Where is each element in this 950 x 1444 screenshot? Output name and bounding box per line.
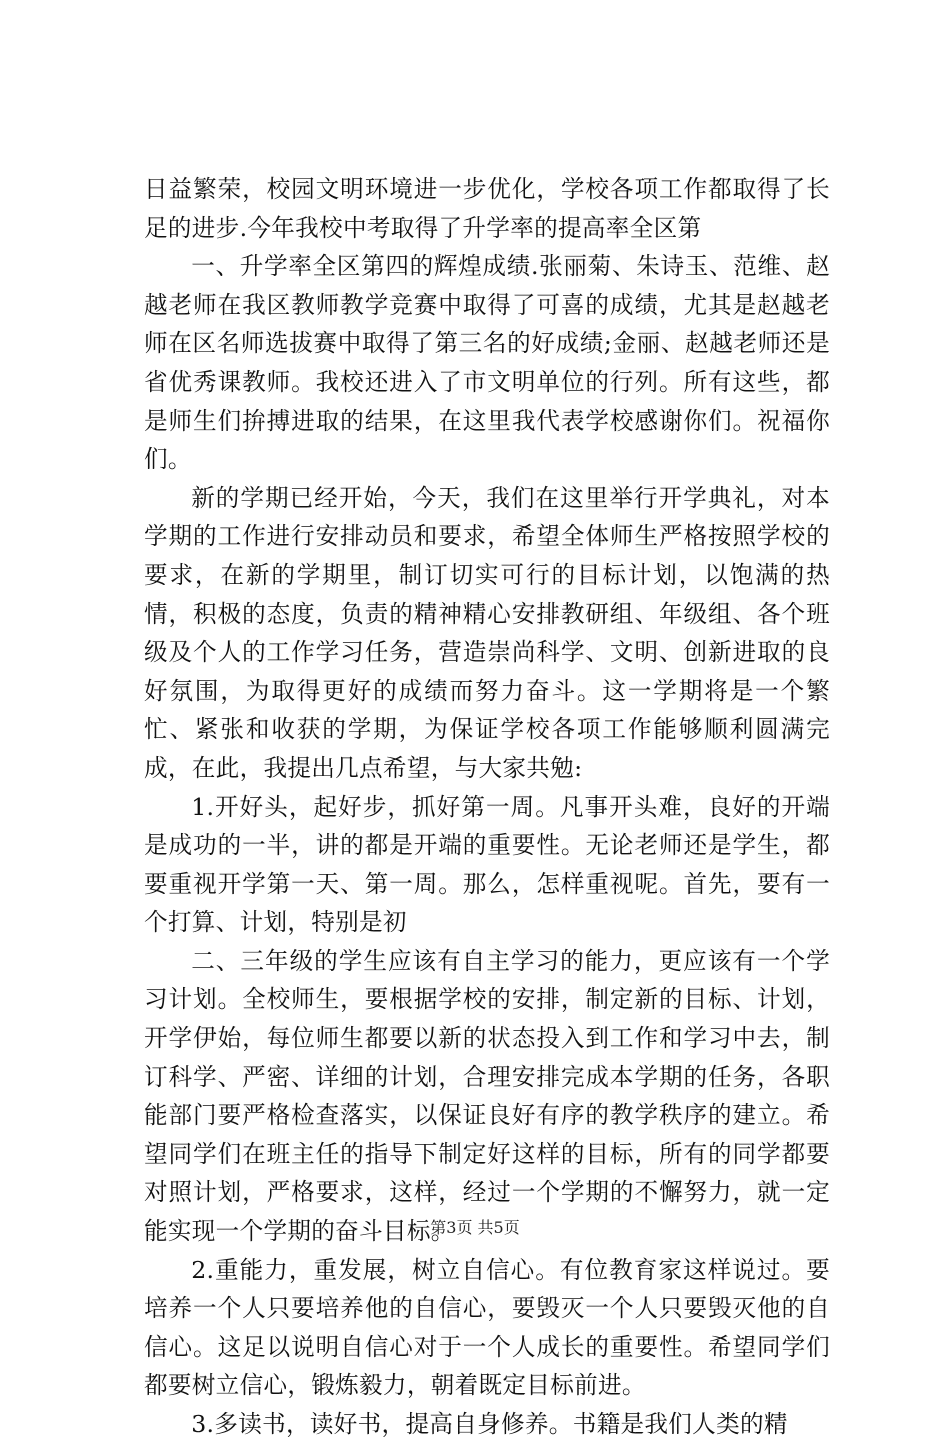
paragraph-6: 2.重能力，重发展，树立自信心。有位教育家这样说过。要培养一个人只要培养他的自信心，要毁灭一个人只要毁灭他的自信心。这足以说明自信心对于一个人成长的重要性。希望同学们都要树立信心，锻炼毅力，朝着既定目标前进。 bbox=[144, 1255, 830, 1400]
page-number-footer: 第3页 共5页 bbox=[430, 1218, 520, 1237]
paragraph-3: 新的学期已经开始，今天，我们在这里举行开学典礼，对本学期的工作进行安排动员和要求，希望全体师生严格按照学校的要求，在新的学期里，制订切实可行的目标计划，以饱满的热情，积极的态度，负责的精神精心安排教研组、年级组、各个班级及个人的工作学习任务，营造崇尚科学、文明、创新进取的良好氛围，为取得更好的成绩而努力奋斗。这一学期将是一个繁忙、紧张和收获的学期，为保证学校各项工作能够顺利圆满完成，在此，我提出几点希望，与大家共勉: bbox=[144, 483, 830, 782]
document-body bbox=[144, 170, 830, 1444]
paragraph-7: 3.多读书，读好书，提高自身修养。书籍是我们人类的精 bbox=[191, 1410, 788, 1438]
paragraph-4: 1.开好头，起好步，抓好第一周。凡事开头难，良好的开端是成功的一半，讲的都是开端的重要性。无论老师还是学生，都要重视开学第一天、第一周。那么，怎样重视呢。首先，要有一个打算、计划，特别是初 bbox=[144, 792, 830, 937]
paragraph-2: 一、升学率全区第四的辉煌成绩.张丽菊、朱诗玉、范维、赵越老师在我区教师教学竞赛中取得了可喜的成绩，尤其是赵越老师在区名师选拔赛中取得了第三名的好成绩;金丽、赵越老师还是省优秀课教师。我校还进入了市文明单位的行列。所有这些，都是师生们拚搏进取的结果，在这里我代表学校感谢你们。祝福你们。 bbox=[144, 252, 830, 474]
paragraph-5: 二、三年级的学生应该有自主学习的能力，更应该有一个学习计划。全校师生，要根据学校的安排，制定新的目标、计划，开学伊始，每位师生都要以新的状态投入到工作和学习中去，制订科学、严密、详细的计划，合理安排完成本学期的任务，各职能部门要严格检查落实，以保证良好有序的教学秩序的建立。希望同学们在班主任的指导下制定好这样的目标，所有的同学都要对照计划，严格要求，这样，经过一个学期的不懈努力，就一定能实现一个学期的奋斗目标。 bbox=[144, 946, 830, 1246]
paragraph-1: 日益繁荣，校园文明环境进一步优化，学校各项工作都取得了长足的进步.今年我校中考取得了升学率的提高率全区第 bbox=[144, 175, 830, 242]
